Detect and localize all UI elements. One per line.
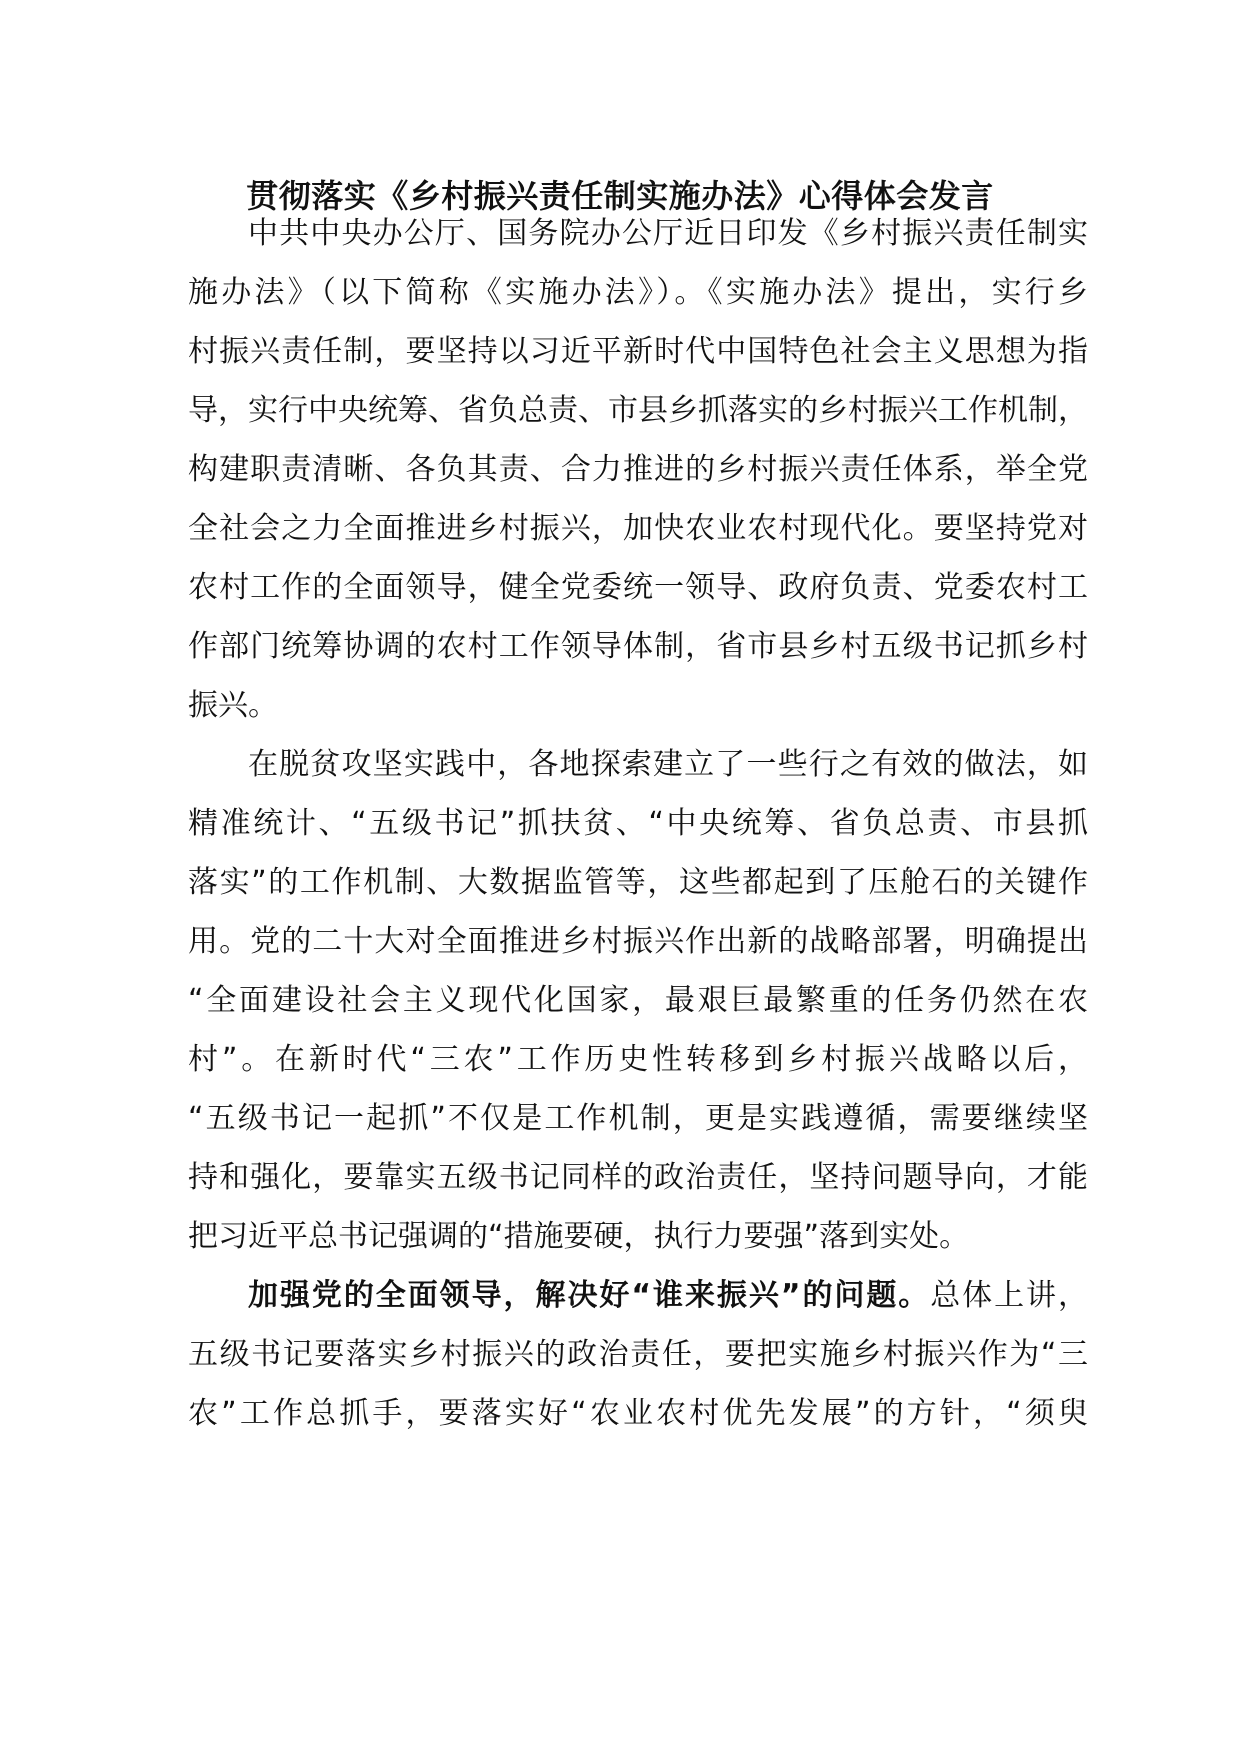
paragraph-2-line-8: 持和强化，要靠实五级书记同样的政治责任，坚持问题导向，才能 [188, 1160, 1088, 1195]
paragraph-2-line-5: “全面建设社会主义现代化国家，最艰巨最繁重的任务仍然在农 [188, 983, 1088, 1018]
paragraph-2-line-9: 把习近平总书记强调的“措施要硬，执行力要强”落到实处。 [188, 1219, 970, 1254]
paragraph-2-line-2: 精准统计、“五级书记”抓扶贫、“中央统筹、省负总责、市县抓 [188, 806, 1088, 841]
paragraph-3-line-1-rest: 总体上讲， [930, 1278, 1088, 1313]
paragraph-3-bold-lead: 加强党的全面领导，解决好“谁来振兴”的问题。 [248, 1278, 931, 1313]
paragraph-1-line-3: 村振兴责任制，要坚持以习近平新时代中国特色社会主义思想为指 [188, 334, 1088, 369]
paragraph-1-line-7: 农村工作的全面领导，健全党委统一领导、政府负责、党委农村工 [188, 570, 1088, 605]
document-title: 贯彻落实《乡村振兴责任制实施办法》心得体会发言 [246, 177, 994, 215]
paragraph-1-line-6: 全社会之力全面推进乡村振兴，加快农业农村现代化。要坚持党对 [188, 511, 1088, 546]
paragraph-1-line-5: 构建职责清晰、各负其责、合力推进的乡村振兴责任体系，举全党 [188, 452, 1088, 487]
paragraph-3-line-2: 五级书记要落实乡村振兴的政治责任，要把实施乡村振兴作为“三 [188, 1337, 1088, 1372]
paragraph-2-line-7: “五级书记一起抓”不仅是工作机制，更是实践遵循，需要继续坚 [188, 1101, 1088, 1136]
paragraph-2-line-6: 村”。在新时代“三农”工作历史性转移到乡村振兴战略以后， [188, 1042, 1088, 1077]
paragraph-1-line-4: 导，实行中央统筹、省负总责、市县乡抓落实的乡村振兴工作机制， [188, 393, 1088, 428]
paragraph-1-line-1: 中共中央办公厅、国务院办公厅近日印发《乡村振兴责任制实 [248, 216, 1088, 251]
paragraph-1-line-9: 振兴。 [188, 688, 278, 723]
paragraph-3-line-1 [248, 1264, 1088, 1328]
paragraph-2-line-1: 在脱贫攻坚实践中，各地探索建立了一些行之有效的做法，如 [248, 747, 1088, 782]
paragraph-2-line-4: 用。党的二十大对全面推进乡村振兴作出新的战略部署，明确提出 [188, 924, 1088, 959]
paragraph-1-line-2: 施办法》（以下简称《实施办法》）。《实施办法》提出，实行乡 [188, 275, 1088, 310]
paragraph-1-line-8: 作部门统筹协调的农村工作领导体制，省市县乡村五级书记抓乡村 [188, 629, 1088, 664]
paragraph-2-line-3: 落实”的工作机制、大数据监管等，这些都起到了压舱石的关键作 [188, 865, 1088, 900]
paragraph-3-line-3: 农”工作总抓手，要落实好“农业农村优先发展”的方针，“须臾 [188, 1396, 1088, 1431]
